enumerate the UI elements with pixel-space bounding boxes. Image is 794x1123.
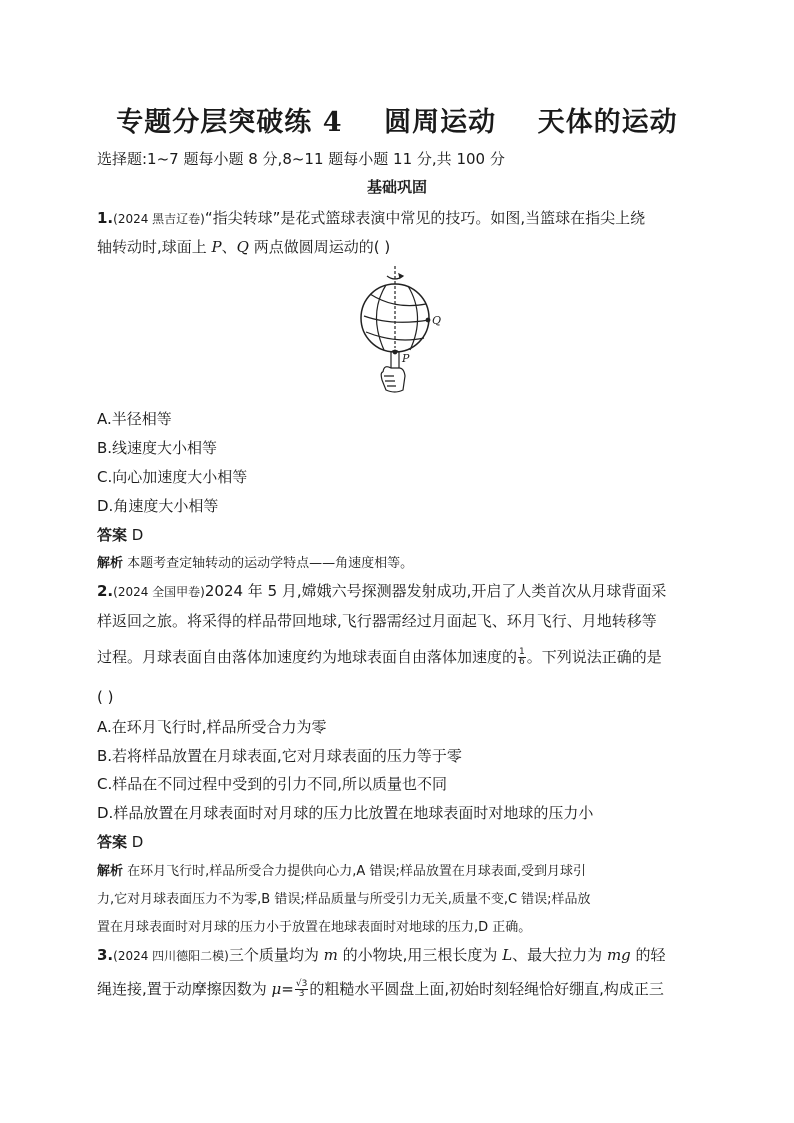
explanation-text: 本题考查定轴转动的运动学特点——角速度相等。 xyxy=(127,556,414,571)
fraction-numerator: 1 xyxy=(519,647,525,657)
point-p-label: P xyxy=(211,238,222,256)
answer-value: D xyxy=(131,526,144,544)
fraction-denominator: 3 xyxy=(298,989,305,999)
option-a: A.半径相等 xyxy=(97,410,172,428)
question-text: 绳连接,置于动摩擦因数为 xyxy=(97,980,272,998)
point-q-label: Q xyxy=(236,238,249,256)
separator: 、 xyxy=(221,238,237,256)
question-source: (2024 全国甲卷) xyxy=(113,585,205,599)
var-l: L xyxy=(502,946,513,964)
answer-value: D xyxy=(131,833,144,851)
explanation-2-line-1 xyxy=(97,860,586,879)
question-text: 2024 年 5 月,嫦娥六号探测器发射成功,开启了人类首次从月球背面采 xyxy=(204,582,667,600)
fraction-one-sixth xyxy=(518,648,526,667)
question-2-line-1 xyxy=(97,580,666,601)
answer-2 xyxy=(97,831,143,852)
answer-brackets: ( ) xyxy=(97,688,114,706)
question-text: 轴转动时,球面上 xyxy=(97,238,212,256)
question-text: 三个质量均为 xyxy=(228,946,324,964)
option-d: D.角速度大小相等 xyxy=(97,497,219,515)
question-number: 1. xyxy=(97,209,114,227)
explanation-label: 解析 xyxy=(97,556,124,571)
section-heading: 基础巩固 xyxy=(366,178,427,196)
explanation-text: 在环月飞行时,样品所受合力提供向心力,A 错误;样品放置在月球表面,受到月球引 xyxy=(127,864,586,879)
question-text: 过程。月球表面自由落体加速度约为地球表面自由落体加速度的 xyxy=(97,648,518,666)
question-2-line-2: 样返回之旅。将采得的样品带回地球,飞行器需经过月面起飞、环月飞行、月地转移等 xyxy=(97,612,657,630)
explanation-2-line-3: 置在月球表面时对月球的压力小于放置在地球表面时对地球的压力,D 正确。 xyxy=(97,920,532,935)
option-b: B.若将样品放置在月球表面,它对月球表面的压力等于零 xyxy=(97,747,462,765)
question-number: 3. xyxy=(97,946,114,964)
option-d: D.样品放置在月球表面时对月球的压力比放置在地球表面时对地球的压力小 xyxy=(97,804,594,822)
question-text: 。下列说法正确的是 xyxy=(526,648,662,666)
explanation-label: 解析 xyxy=(97,864,124,879)
question-3-line-2 xyxy=(97,978,664,999)
figure-label-q: Q xyxy=(432,314,442,327)
question-text: 的粗糙水平圆盘上面,初始时刻轻绳恰好绷直,构成正三 xyxy=(309,980,664,998)
explanation-2-line-2: 力,它对月球表面压力不为零,B 错误;样品质量与所受引力无关,质量不变,C 错误;样品放 xyxy=(97,892,591,907)
fraction-numerator: √3 xyxy=(295,979,308,989)
question-text: 两点做圆周运动的( ) xyxy=(248,238,391,256)
page-title: 专题分层突破练 4 圆周运动 天体的运动 xyxy=(116,107,678,138)
question-number: 2. xyxy=(97,582,114,600)
answer-label: 答案 xyxy=(97,526,128,544)
fraction-denominator: 6 xyxy=(519,657,525,667)
equals-sign: = xyxy=(281,980,294,998)
answer-1 xyxy=(97,524,143,545)
question-3-line-1 xyxy=(97,944,666,965)
question-1-line-1 xyxy=(97,207,645,228)
question-text: 、最大拉力为 xyxy=(512,946,607,964)
question-text: 的小物块,用三根长度为 xyxy=(337,946,503,964)
question-text: 的轻 xyxy=(630,946,666,964)
question-text: “指尖转球”是花式篮球表演中常见的技巧。如图,当篮球在指尖上绕 xyxy=(204,209,646,227)
option-c: C.向心加速度大小相等 xyxy=(97,468,248,486)
basketball-figure xyxy=(350,264,450,396)
question-2-line-3 xyxy=(97,646,662,667)
answer-label: 答案 xyxy=(97,833,128,851)
var-mg: mg xyxy=(606,946,631,964)
var-mu: μ xyxy=(271,980,282,998)
figure-label-p: P xyxy=(402,352,410,365)
question-1-line-2 xyxy=(97,236,390,257)
question-source: (2024 黑吉辽卷) xyxy=(113,212,205,226)
explanation-1 xyxy=(97,552,413,571)
instructions: 选择题:1~7 题每小题 8 分,8~11 题每小题 11 分,共 100 分 xyxy=(97,150,505,168)
var-m: m xyxy=(323,946,338,964)
question-source: (2024 四川德阳二模) xyxy=(113,949,229,963)
option-b: B.线速度大小相等 xyxy=(97,439,218,457)
fraction-root3-over-3 xyxy=(295,980,308,999)
option-c: C.样品在不同过程中受到的引力不同,所以质量也不同 xyxy=(97,775,448,793)
option-a: A.在环月飞行时,样品所受合力为零 xyxy=(97,718,327,736)
